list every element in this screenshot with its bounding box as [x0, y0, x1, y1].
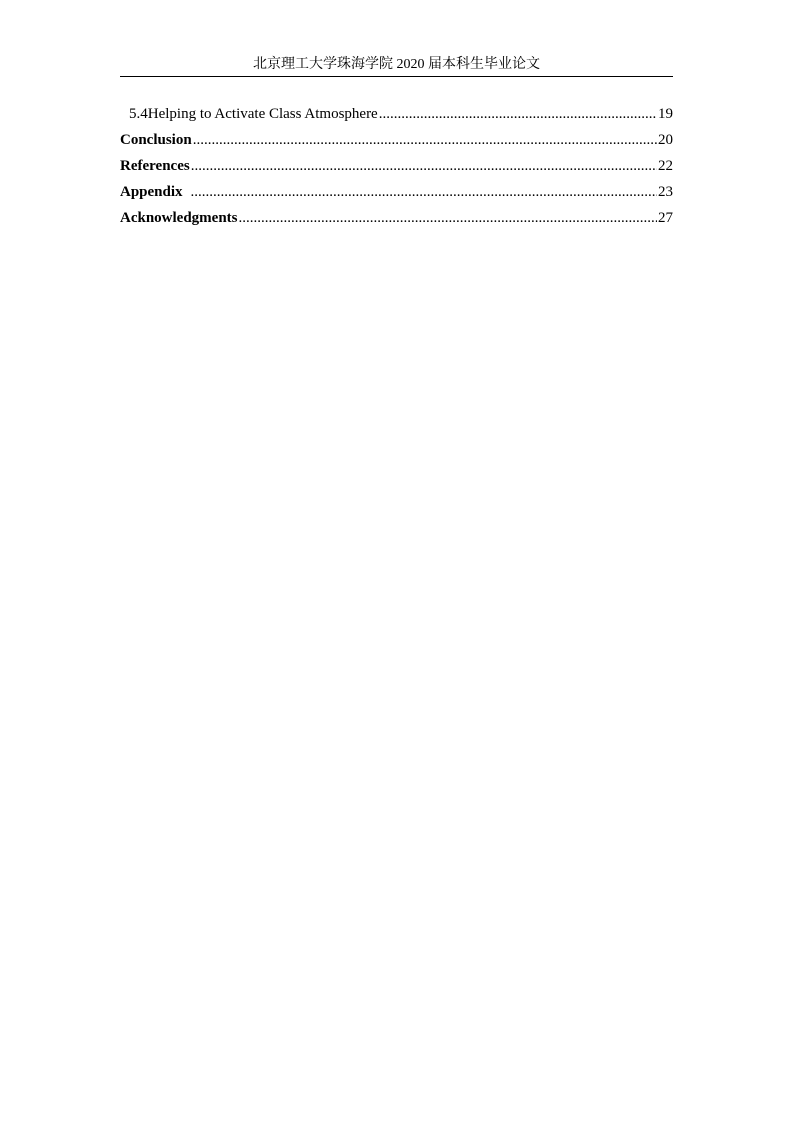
toc-entry-page: 27: [658, 210, 673, 226]
toc-entry-page: 20: [658, 132, 673, 148]
toc-leader-dots: [191, 156, 657, 176]
toc-entry-page: 22: [658, 158, 673, 174]
toc-entry-label: Conclusion: [120, 132, 192, 148]
toc-leader-dots: [239, 208, 657, 228]
page-header: [120, 56, 673, 77]
toc-entry-page: 23: [658, 184, 673, 200]
toc-leader-dots: [379, 104, 657, 124]
toc-entry-conclusion[interactable]: [120, 124, 673, 150]
toc-leader-dots: [193, 130, 657, 150]
header-title: 北京理工大学珠海学院 2020 届本科生毕业论文: [253, 57, 540, 72]
toc-entry-appendix[interactable]: [120, 176, 673, 202]
toc-entry-number: 5.4: [129, 106, 148, 122]
table-of-contents: [120, 98, 673, 228]
toc-leader-dots: [191, 182, 657, 202]
toc-entry-page: 19: [658, 106, 673, 122]
toc-entry-references[interactable]: [120, 150, 673, 176]
toc-entry-label: Acknowledgments: [120, 210, 238, 226]
toc-entry-5-4[interactable]: [120, 98, 673, 124]
toc-entry-acknowledgments[interactable]: [120, 202, 673, 228]
toc-entry-label: Appendix: [120, 184, 183, 200]
toc-entry-label: Helping to Activate Class Atmosphere: [147, 106, 378, 122]
toc-entry-label: References: [120, 158, 190, 174]
